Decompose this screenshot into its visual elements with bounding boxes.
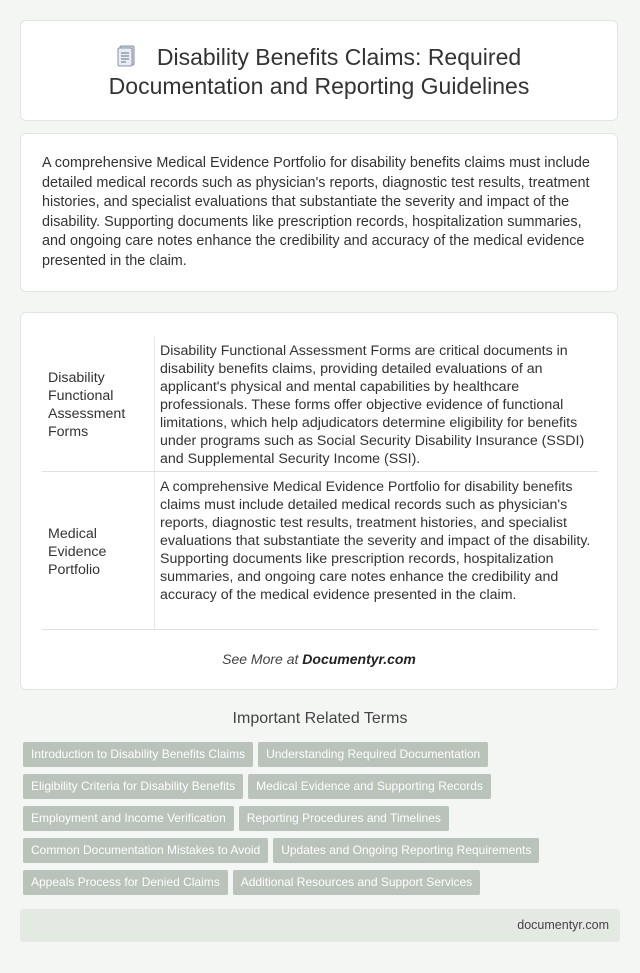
title-line-1: Disability Benefits Claims: Required: [156, 44, 522, 70]
tag-row: [23, 742, 623, 774]
related-term-tag[interactable]: Eligibility Criteria for Disability Benefits: [23, 774, 243, 799]
document-icon: [117, 45, 137, 67]
see-more-link[interactable]: Documentyr.com: [302, 651, 416, 667]
intro-card: [20, 133, 618, 292]
related-term-tag[interactable]: Additional Resources and Support Services: [233, 870, 480, 895]
related-terms-heading: Important Related Terms: [232, 710, 408, 727]
see-more-prefix: See More at: [222, 651, 303, 667]
title-card: [20, 20, 618, 121]
column-divider: [154, 473, 155, 629]
tag-row: [23, 774, 623, 806]
related-term-tag[interactable]: Medical Evidence and Supporting Records: [248, 774, 491, 799]
related-term-tag[interactable]: Employment and Income Verification: [23, 806, 234, 831]
tag-row: [23, 870, 623, 902]
table-row: [42, 337, 598, 472]
footer-site-link[interactable]: documentyr.com: [517, 918, 609, 932]
related-term-tag[interactable]: Appeals Process for Denied Claims: [23, 870, 228, 895]
related-terms-list: [23, 742, 623, 902]
tag-row: [23, 838, 623, 870]
related-term-tag[interactable]: Understanding Required Documentation: [258, 742, 488, 767]
term-cell: Medical Evidence Portfolio: [48, 526, 107, 578]
title-line-2: Documentation and Reporting Guidelines: [108, 73, 530, 99]
description-cell: Disability Functional Assessment Forms are critical documents in disability benefits claims, providing detailed evaluations of an applicant's physical and mental capabilities by healthcare professionals. These forms offer objective evidence of functional limitations, which help adjudicators determine eligibility for benefits under programs such as Social Security Disability Insurance (SSDI) and Supplemental Security Income (SSI).: [160, 343, 585, 467]
description-cell: A comprehensive Medical Evidence Portfolio for disability benefits claims must include detailed medical records such as physician's reports, diagnostic test results, treatment histories, and specialist evaluations that substantiate the severity and impact of the disability. Supporting documents like prescription records, hospitalization summaries, and ongoing care notes enhance the credibility and accuracy of the medical evidence presented in the claim.: [160, 479, 591, 603]
related-term-tag[interactable]: Updates and Ongoing Reporting Requirements: [273, 838, 539, 863]
terms-table: [20, 312, 618, 690]
related-term-tag[interactable]: Common Documentation Mistakes to Avoid: [23, 838, 268, 863]
related-term-tag[interactable]: Reporting Procedures and Timelines: [239, 806, 449, 831]
related-term-tag[interactable]: Introduction to Disability Benefits Claims: [23, 742, 253, 767]
see-more-line: [21, 651, 617, 667]
page-title: [21, 43, 617, 101]
column-divider: [154, 337, 155, 471]
tag-row: [23, 806, 623, 838]
footer-bar: [20, 909, 620, 942]
term-cell: Disability Functional Assessment Forms: [48, 370, 126, 440]
intro-paragraph: A comprehensive Medical Evidence Portfolio for disability benefits claims must include detailed medical records such as physician's reports, diagnostic test results, treatment histories, and specialist evaluations that substantiate the severity and impact of the disability. Supporting documents like prescription records, hospitalization summaries, and ongoing care notes enhance the credibility and accuracy of the medical evidence presented in the claim.: [42, 155, 590, 269]
table-row: [42, 473, 598, 630]
